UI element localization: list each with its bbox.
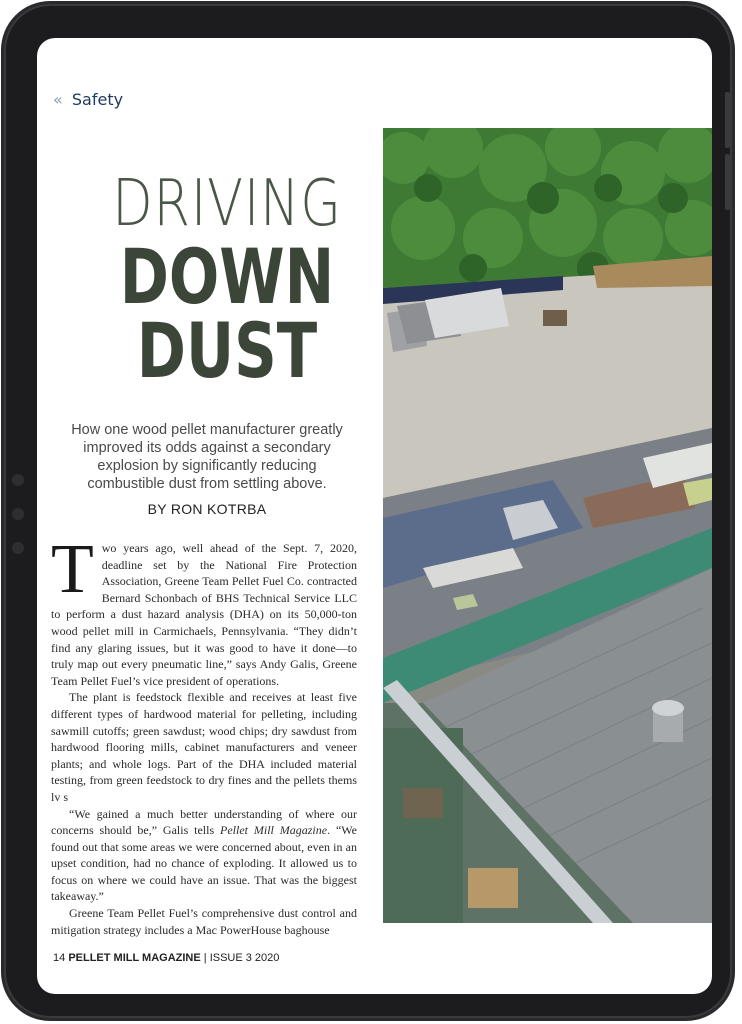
paragraph-3-text-a: “We gained a much better understanding of where our concerns should be,” Galis tells bbox=[51, 806, 357, 838]
section-name[interactable]: Safety bbox=[71, 90, 124, 109]
paragraph-3 bbox=[51, 806, 357, 906]
paragraph-4: Greene Team Pellet Fuel’s comprehensive dust control and mitigation strategy includes a Mac PowerHouse baghouse bbox=[51, 906, 357, 937]
article-byline: BY RON KOTRBA bbox=[147, 501, 267, 517]
back-chevron-icon[interactable]: « bbox=[53, 90, 63, 109]
paragraph-1-text: wo years ago, well ahead of the Sept. 7, 2020, deadline set by the National Fire Protection Association, Greene Team Pellet Fuel Co. contracted Bernard Schonbach of BHS Technical Service LLC to perform a dust hazard analysis (DHA) on its 50,000-ton wood pellet mill in Carmichaels, Pennsylvania. “They didn’t find any glaring issues, but it was good to have it done—to truly map out every pneumatic line,” says Andy Galis, Greene Team Pellet Fuel’s vice president of operations. bbox=[51, 541, 357, 688]
tablet-frame bbox=[4, 4, 732, 1018]
issue-label: | ISSUE 3 2020 bbox=[203, 952, 280, 964]
title-line-1: DRIVING bbox=[112, 167, 342, 241]
paragraph-1 bbox=[51, 531, 357, 689]
magazine-title: PELLET MILL MAGAZINE bbox=[68, 952, 201, 964]
article-deck: How one wood pellet manufacturer greatly improved its odds against a secondary explosion by significantly reducing combustible dust from settling above. bbox=[71, 422, 343, 492]
title-line-2: DOWN bbox=[119, 232, 335, 321]
page-number: 14 bbox=[53, 952, 66, 964]
title-line-3: DUST bbox=[136, 306, 318, 395]
drop-cap: T bbox=[51, 531, 94, 608]
article-title bbox=[67, 167, 387, 395]
section-breadcrumb[interactable] bbox=[53, 90, 123, 109]
paragraph-2: The plant is feedstock flexible and receives at least five different types of hardwood material for pelleting, including sawmill cutoffs; green sawdust; wood chips; dry sawdust from hardwood flooring mills, cabinet manufacturers and veneer plants; and whole logs. Part of the DHA included material testing, from green feedstock to dry fines and the pellets thems lv s bbox=[51, 690, 357, 804]
aerial-photo bbox=[383, 128, 712, 923]
bezel-sensors bbox=[12, 474, 24, 576]
volume-down-button bbox=[725, 154, 730, 210]
paragraph-3-text-b: . “We found out that some areas we were concerned about, even in an upset condition, had no chance of exploding. It allowed us to focus on where we could have an issue. That was the biggest takeaway.” bbox=[51, 823, 357, 904]
magazine-page bbox=[37, 38, 712, 994]
volume-up-button bbox=[725, 92, 730, 148]
article-body bbox=[51, 531, 357, 938]
magazine-name-italic: Pellet Mill Magazine bbox=[220, 823, 328, 838]
page-footer bbox=[53, 952, 279, 964]
